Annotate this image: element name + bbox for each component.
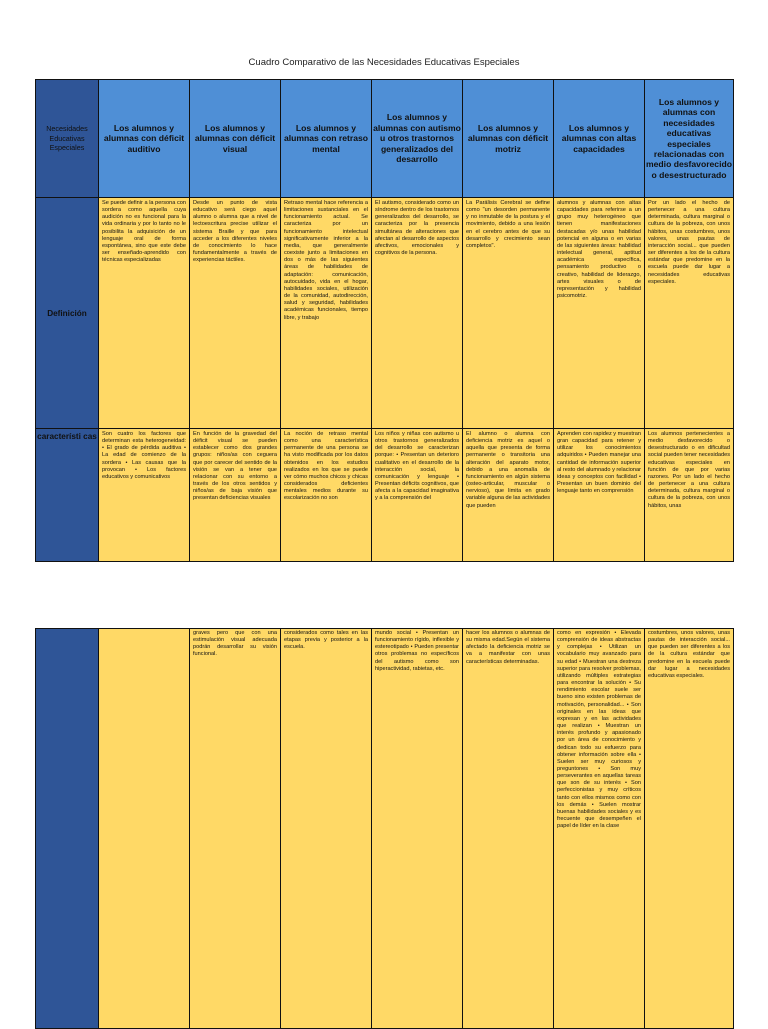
header-col-motriz: Los alumnos y alumnas con déficit motriz bbox=[463, 80, 554, 198]
comparison-table-part2 bbox=[35, 628, 734, 1029]
header-col-retraso-mental: Los alumnos y alumnas con retraso mental bbox=[281, 80, 372, 198]
caracteristicas-row bbox=[36, 429, 734, 562]
continuacion-row bbox=[36, 629, 734, 1029]
continuacion-cell-autismo: mundo social • Presentan un funcionamiento rígido, inflexible y estereotipado • Pueden presentar otros problemas no específicos del autismo como son hiperactividad, rabietas, etc. bbox=[372, 629, 463, 1029]
header-col-altas-capacidades: Los alumnos y alumnas con altas capacidades bbox=[554, 80, 645, 198]
header-col-medio-desfavorecido: Los alumnos y alumnas con necesidades educativas especiales relacionadas con medio desfavorecido o desestructurado bbox=[645, 80, 734, 198]
definicion-cell-autismo: El autismo, considerado como un síndrome dentro de los trastornos generalizados del desarrollo, se caracteriza por la presencia simultánea de alteraciones que afectan al desarrollo de aspectos afectivos, emocionales y cognitivos de la persona. bbox=[372, 198, 463, 429]
caracteristicas-cell-retraso-mental: La noción de retraso mental como una característica permanente de una persona se ha visto modificada por los datos obtenidos en los estudios realizados en los que se puede ver cómo muchos chicos y chicas considerados deficientes mentales medios durante su escolarización no son bbox=[281, 429, 372, 562]
header-col-auditivo: Los alumnos y alumnas con déficit auditivo bbox=[99, 80, 190, 198]
header-col-autismo: Los alumnos y alumnas con autismo u otros trastornos generalizados del desarrollo bbox=[372, 80, 463, 198]
caracteristicas-cell-altas-capacidades: Aprenden con rapidez y muestran gran capacidad para retener y utilizar los conocimientos adquiridos • Pueden manejar una cantidad de información superior al resto del alumnado y relacionar ideas y conceptos con facilidad • Presentan un buen dominio del lenguaje tanto en comprensión bbox=[554, 429, 645, 562]
continuacion-cell-medio-desfavorecido: costumbres, unos valores, unas pautas de interacción social... que pueden ser diferentes a los de la cultura estándar que predomine en la escuela puede dar lugar a necesidades educativas especiales. bbox=[645, 629, 734, 1029]
definicion-cell-retraso-mental: Retraso mental hace referencia a limitaciones sustanciales en el funcionamiento actual. Se caracteriza por un funcionamiento intelectual significativamente inferior a la media, que generalmente coexiste junto a limitaciones en dos o más de las siguientes áreas de habilidades de adaptación: comunicación, autocuidado, vida en el hogar, habilidades sociales, utilización de la comunidad, autodirección, salud y seguridad, habilidades académicas funcionales, tiempo libre, y trabajo bbox=[281, 198, 372, 429]
definicion-row bbox=[36, 198, 734, 429]
comparison-table-part1 bbox=[35, 79, 734, 562]
continuacion-cell-visual: graves pero que con una estimulación visual adecuada podrán desarrollar su visión funcional. bbox=[190, 629, 281, 1029]
definicion-cell-medio-desfavorecido: Por un lado el hecho de pertenecer a una cultura determinada, cultura marginal o cultura de la pobreza, con unos hábitos, unas costumbres, unos valores, unas pautas de interacción social... que pueden ser diferentes a los de la cultura estándar que predomine en la escuela puede dar lugar a necesidades educativas especiales. bbox=[645, 198, 734, 429]
continuacion-cell-motriz: hacer los alumnos o alumnas de su misma edad.Según el sistema afectado la deficiencia motriz se va a manifestar con unas características determinadas. bbox=[463, 629, 554, 1029]
caracteristicas-cell-motriz: El alumno o alumna con deficiencia motriz es aquel o aquella que presenta de forma permanente o transitoria una alteración del aparato motor, debido a una anomalía de funcionamiento en algún sistema (osteo-articular, muscular o nervioso), que limita en grado variable alguna de las actividades que pueden bbox=[463, 429, 554, 562]
header-first-cell: Necesidades Educativas Especiales bbox=[36, 80, 99, 198]
continuacion-cell-altas-capacidades: como en expresión • Elevada comprensión de ideas abstractas y complejas • Utilizan un vocabulario muy avanzado para su edad • Muestran una destreza superior para resolver problemas, utilizando múltiples estrategias para encontrar la solución • Su rendimiento escolar suele ser bueno sino existen problemas de motivación, personalidad... • Son originales en las ideas que expresan y en las actividades que realizan • Muestran un interés profundo y apasionado por un área de conocimiento y dedican todo su esfuerzo para obtener información sobre ella • Suelen ser muy curiosos y preguntones • Son muy perseverantes en aquellas tareas que son de su interés • Son perfeccionistas y muy críticos tanto con ellos mismos como con los demás • Suelen mostrar buenas habilidades sociales y es frecuente que desempeñen el papel de líder en la clase bbox=[554, 629, 645, 1029]
definicion-cell-altas-capacidades: alumnos y alumnas con altas capacidades para referirse a un grupo muy heterogéneo que tienen manifestaciones destacadas y/o unas habilidad potencial en alguna o en varias de las siguientes áreas: habilidad intelectual general, aptitud académica específica, pensamiento productivo o creativo, habilidad de liderazgo, artes visuales o de representación y habilidad psicomotriz. bbox=[554, 198, 645, 429]
header-row bbox=[36, 80, 734, 198]
caracteristicas-cell-auditivo: Son cuatro los factores que determinan esta heterogeneidad: • El grado de pérdida auditiva • La edad de comienzo de la sordera • Las causas que la provocan • Los factores educativos y comunicativos bbox=[99, 429, 190, 562]
caracteristicas-cell-visual: En función de la gravedad del déficit visual se pueden establecer como dos grandes grupos: niños/as con ceguera que por carecer del sentido de la visión se van a tener que relacionar con su entorno a través de los otros sentidos y niños/as de baja visión que presentan deficiencias visuales bbox=[190, 429, 281, 562]
caracteristicas-cell-autismo: Los niños y niñas con autismo u otros trastornos generalizados del desarrollo se caracterizan porque: • Presentan un deterioro cualitativo en el desarrollo de la interacción social, la comunicación y lenguaje • Presentan déficits cognitivos, que afecta a la capacidad imaginativa y a la comprensión del bbox=[372, 429, 463, 562]
document-title: Cuadro Comparativo de las Necesidades Educativas Especiales bbox=[248, 57, 520, 68]
definicion-cell-motriz: La Parálisis Cerebral se define como "un desorden permanente y no inmutable de la postura y el movimiento, debido a una lesión en el cerebro antes de que su desarrollo y crecimiento sean completos". bbox=[463, 198, 554, 429]
header-col-visual: Los alumnos y alumnas con déficit visual bbox=[190, 80, 281, 198]
row-label-continuacion bbox=[36, 629, 99, 1029]
row-label-caracteristicas: característi cas bbox=[36, 429, 99, 562]
caracteristicas-cell-medio-desfavorecido: Los alumnos pertenecientes a medio desfavorecido o desestructurado o en dificultad social pueden tener necesidades educativas especiales en función de que por varias razones. Por un lado el hecho de pertenecer a una cultura determinada, cultura marginal o cultura de la pobreza, con unos hábitos, unas bbox=[645, 429, 734, 562]
definicion-cell-visual: Desde un punto de vista educativo será ciego aquel alumno o alumna que a nivel de lectoescritura precise utilizar el sistema Braille y que para acceder a los diferentes niveles de conocimiento lo hace fundamentalmente a través de experiencias táctiles. bbox=[190, 198, 281, 429]
definicion-cell-auditivo: Se puede definir a la persona con sordera como aquella cuya audición no es funcional para la vida ordinaria y por lo tanto no le posibilita la adquisición de un lenguaje oral de forma espontánea, sino que este debe ser enseñado-aprendido con técnicas especializadas bbox=[99, 198, 190, 429]
continuacion-cell-auditivo bbox=[99, 629, 190, 1029]
continuacion-cell-retraso-mental: considerados como tales en las etapas previa y posterior a la escuela. bbox=[281, 629, 372, 1029]
row-label-definicion: Definición bbox=[36, 198, 99, 429]
